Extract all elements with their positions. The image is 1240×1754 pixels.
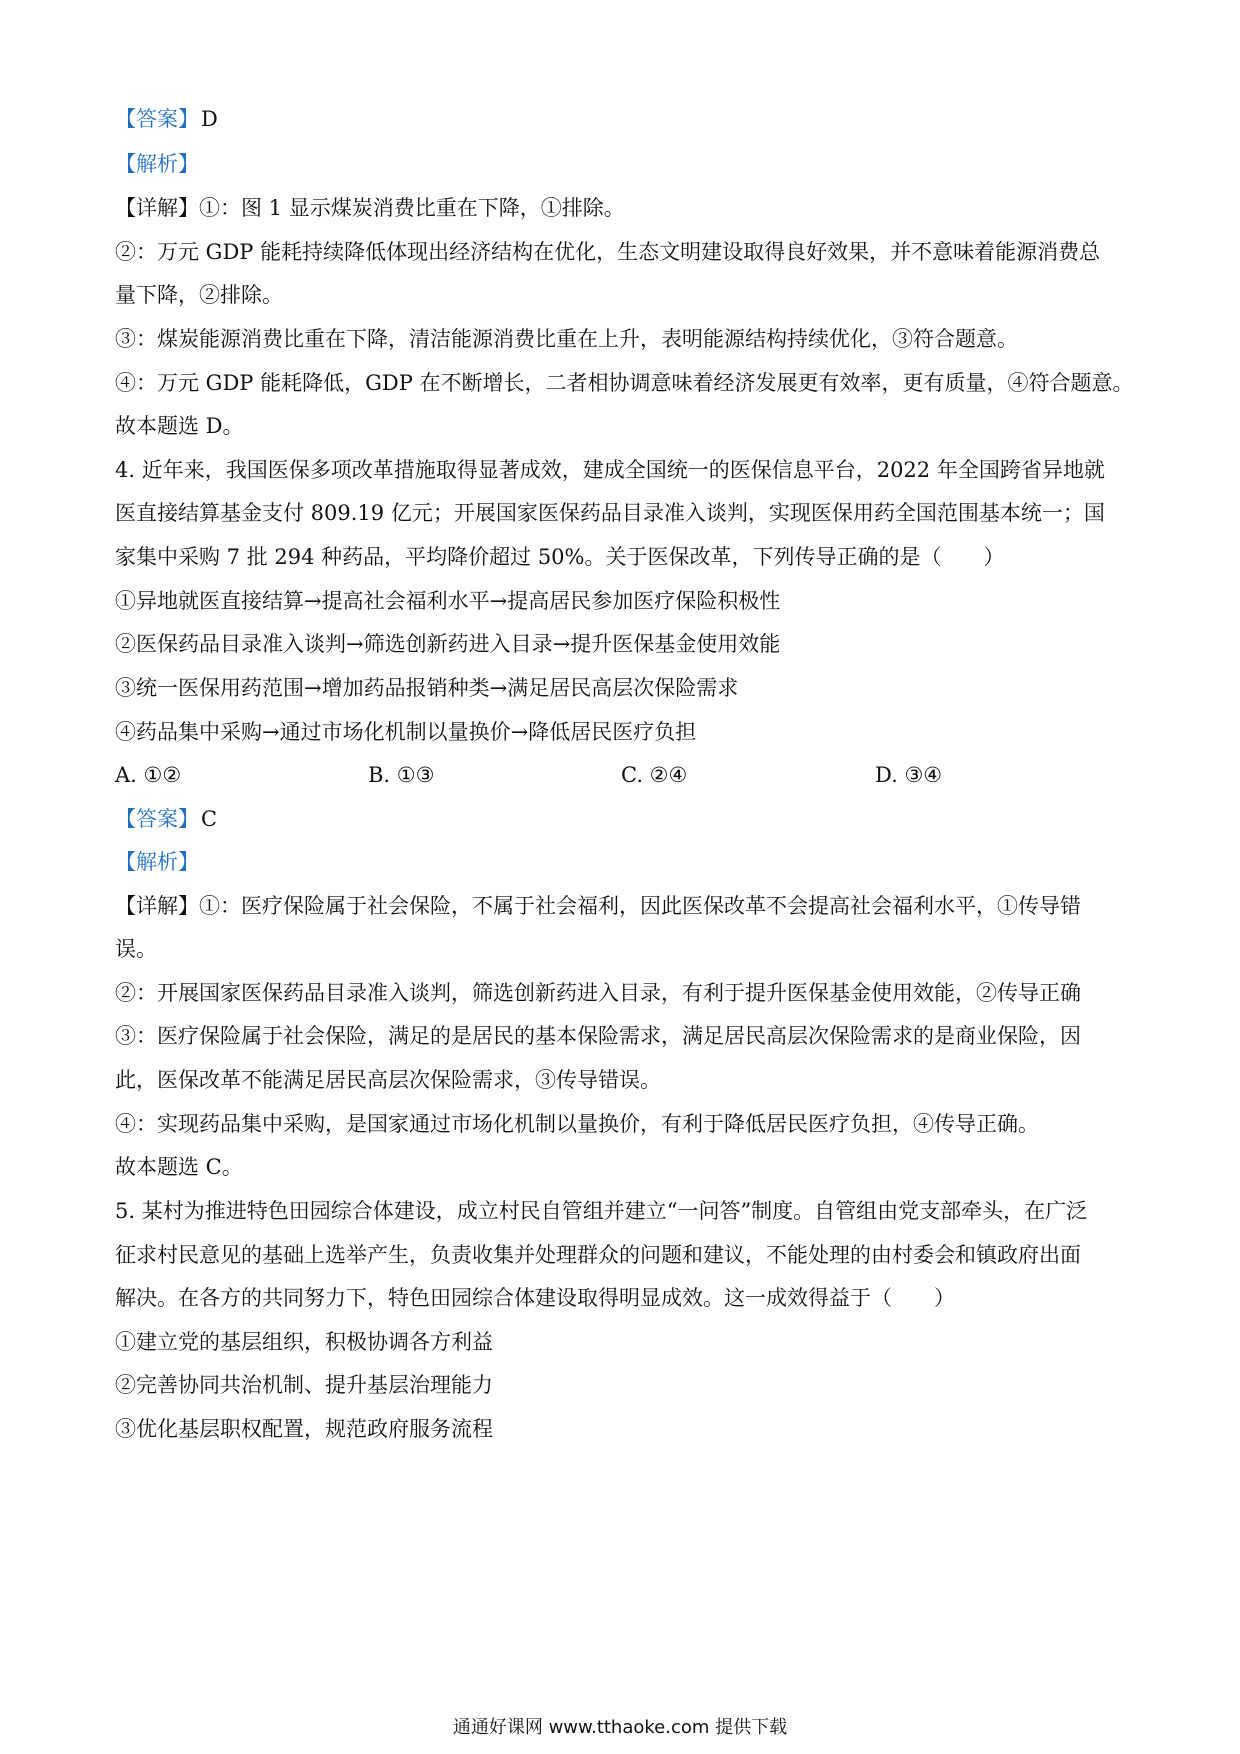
question-5-stem-line: 5. 某村为推进特色田园综合体建设，成立村民自管组并建立“一问答”制度。自管组由党支部牵头，在广泛: [115, 1199, 1088, 1223]
question-5-item: ②完善协同共治机制、提升基层治理能力: [115, 1373, 493, 1397]
question-5-stem-line: 解决。在各方的共同努力下，特色田园综合体建设取得明显成效。这一成效得益于（ ）: [115, 1286, 955, 1310]
question-4-stem-line: 4. 近年来，我国医保多项改革措施取得显著成效，建成全国统一的医保信息平台，2022 年全国跨省异地就: [115, 458, 1105, 482]
detail-line: [115, 891, 1135, 921]
paragraph-line: ④：万元 GDP 能耗降低，GDP 在不断增长，二者相协调意味着经济发展更有效率，更有质量，④符合题意。: [115, 371, 1134, 395]
answer-value: C: [201, 807, 218, 831]
option-a: A. ①②: [115, 763, 182, 787]
detail-tag: 【详解】: [115, 894, 199, 918]
paragraph-line: ③：煤炭能源消费比重在下降，清洁能源消费比重在上升，表明能源结构持续优化，③符合题意。: [115, 327, 1018, 351]
answer-line: [115, 804, 1135, 834]
question-4-item: ①异地就医直接结算→提高社会福利水平→提高居民参加医疗保险积极性: [115, 589, 781, 613]
paragraph-line: ②：万元 GDP 能耗持续降低体现出经济结构在优化，生态文明建设取得良好效果，并不意味着能源消费总: [115, 240, 1101, 264]
question-4-stem-line: 医直接结算基金支付 809.19 亿元；开展国家医保药品目录准入谈判，实现医保用药全国范围基本统一；国: [115, 501, 1105, 525]
paragraph-line: 故本题选 C。: [115, 1155, 243, 1179]
detail-tag: 【详解】: [115, 196, 199, 220]
option-b: B. ①③: [368, 763, 435, 787]
answer-value: D: [201, 107, 218, 131]
analysis-tag: 【解析】: [115, 850, 199, 874]
question-5-stem-line: 征求村民意见的基础上选举产生，负责收集并处理群众的问题和建议，不能处理的由村委会和镇政府出面: [115, 1243, 1081, 1267]
question-4-stem-line: 家集中采购 7 批 294 种药品，平均降价超过 50%。关于医保改革，下列传导正确的是（ ）: [115, 545, 1005, 569]
paragraph-line: 误。: [115, 937, 157, 961]
question-4-item: ②医保药品目录准入谈判→筛选创新药进入目录→提升医保基金使用效能: [115, 632, 781, 656]
detail-text: ①：医疗保险属于社会保险，不属于社会福利，因此医保改革不会提高社会福利水平，①传导错: [199, 894, 1081, 918]
answer-line: [115, 104, 1135, 134]
question-5-item: ①建立党的基层组织，积极协调各方利益: [115, 1330, 493, 1354]
option-d: D. ③④: [875, 763, 943, 787]
paragraph-line: ②：开展国家医保药品目录准入谈判，筛选创新药进入目录，有利于提升医保基金使用效能，②传导正确: [115, 981, 1081, 1005]
paragraph-line: ④：实现药品集中采购，是国家通过市场化机制以量换价，有利于降低居民医疗负担，④传导正确。: [115, 1112, 1039, 1136]
analysis-tag: 【解析】: [115, 152, 199, 176]
detail-text: ①：图 1 显示煤炭消费比重在下降，①排除。: [199, 196, 625, 220]
paragraph-line: 故本题选 D。: [115, 414, 244, 438]
question-4-item: ④药品集中采购→通过市场化机制以量换价→降低居民医疗负担: [115, 720, 697, 744]
paragraph-line: ③：医疗保险属于社会保险，满足的是居民的基本保险需求，满足居民高层次保险需求的是商业保险，因: [115, 1024, 1081, 1048]
answer-tag: 【答案】: [115, 107, 199, 131]
page-footer: 通通好课网 www.tthaoke.com 提供下载: [452, 1717, 788, 1738]
question-4-item: ③统一医保用药范围→增加药品报销种类→满足居民高层次保险需求: [115, 676, 739, 700]
paragraph-line: 此，医保改革不能满足居民高层次保险需求，③传导错误。: [115, 1068, 661, 1092]
option-c: C. ②④: [621, 763, 688, 787]
answer-tag: 【答案】: [115, 807, 199, 831]
analysis-heading: [115, 847, 1135, 877]
detail-line: [115, 193, 1135, 223]
analysis-heading: [115, 149, 1135, 179]
question-5-item: ③优化基层职权配置，规范政府服务流程: [115, 1417, 493, 1441]
paragraph-line: 量下降，②排除。: [115, 283, 283, 307]
